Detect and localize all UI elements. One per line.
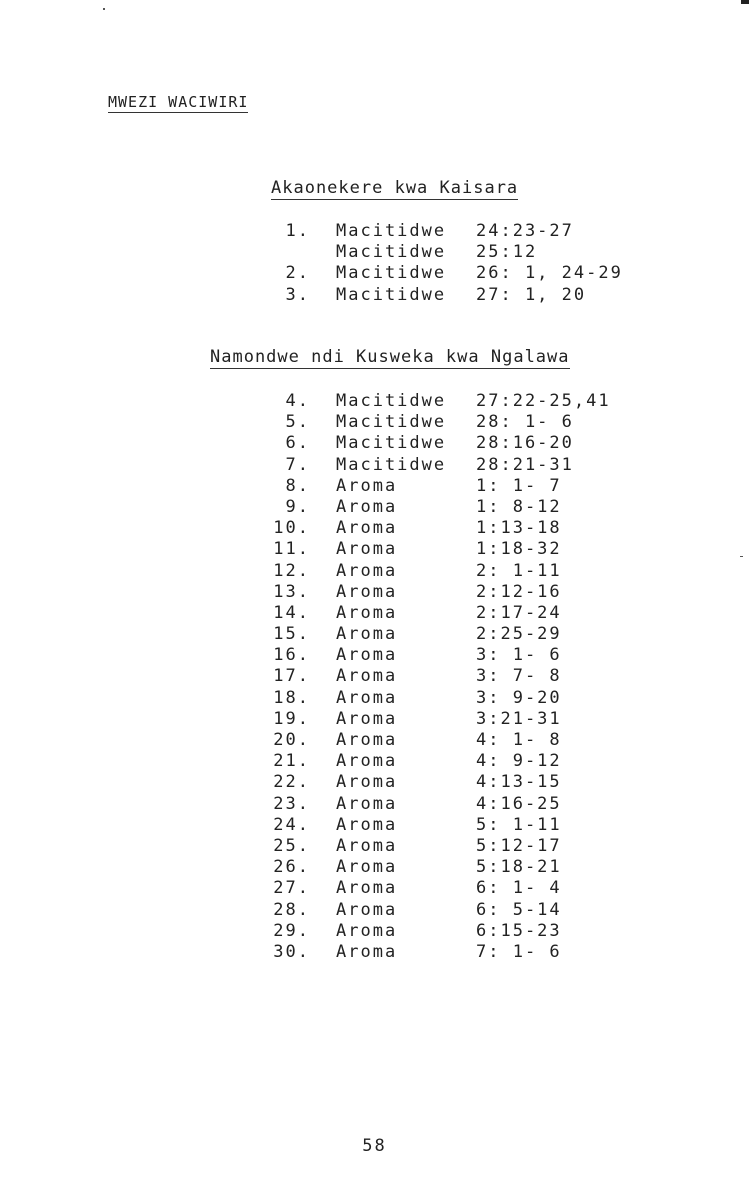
reading-number: 17. [273, 666, 310, 687]
reading-row [0, 645, 749, 666]
reading-book: Macitidwe [336, 242, 447, 263]
reading-reference: 3:21-31 [476, 708, 562, 729]
reading-reference: 1: 8-12 [476, 496, 562, 517]
reading-number: 19. [273, 708, 310, 729]
reading-row [0, 794, 749, 815]
reading-book: Macitidwe [336, 433, 447, 454]
reading-reference: 27:22-25,41 [476, 391, 611, 411]
reading-reference: 5:12-17 [476, 835, 562, 856]
reading-number: 13. [273, 581, 310, 602]
reading-number: 3. [285, 284, 310, 305]
section-title-kaisara: Akaonekere kwa Kaisara [271, 178, 519, 198]
reading-number: 6. [285, 433, 310, 454]
reading-book: Aroma [336, 793, 398, 814]
reading-number: 22. [273, 772, 310, 793]
reading-row [0, 391, 749, 412]
reading-row [0, 815, 749, 836]
reading-book: Aroma [336, 539, 398, 560]
reading-book: Aroma [336, 518, 398, 539]
reading-reference: 3: 7- 8 [476, 666, 562, 687]
reading-row [0, 285, 749, 306]
reading-book: Aroma [336, 899, 398, 920]
reading-number: 15. [273, 624, 310, 645]
reading-number: 8. [285, 475, 310, 496]
reading-row [0, 878, 749, 899]
reading-book: Macitidwe [336, 221, 447, 241]
reading-row [0, 921, 749, 942]
reading-row [0, 582, 749, 603]
reading-row [0, 751, 749, 772]
reading-reference: 3: 1- 6 [476, 645, 562, 666]
reading-reference: 4:16-25 [476, 793, 562, 814]
reading-reference: 1: 1- 7 [476, 475, 562, 496]
reading-number: 27. [273, 878, 310, 899]
reading-number: 2. [285, 263, 310, 284]
reading-book: Aroma [336, 475, 398, 496]
reading-book: Aroma [336, 624, 398, 645]
reading-number: 24. [273, 814, 310, 835]
reading-row [0, 412, 749, 433]
reading-reference: 6: 1- 4 [476, 878, 562, 899]
reading-reference: 28:21-31 [476, 454, 574, 475]
reading-number: 11. [273, 539, 310, 560]
reading-row [0, 242, 749, 263]
reading-number: 16. [273, 645, 310, 666]
reading-book: Macitidwe [336, 284, 447, 305]
scan-mark-top-right [741, 0, 749, 4]
reading-book: Aroma [336, 602, 398, 623]
reading-number: 5. [285, 412, 310, 433]
reading-book: Aroma [336, 835, 398, 856]
reading-book: Macitidwe [336, 391, 447, 411]
reading-book: Aroma [336, 708, 398, 729]
reading-reference: 6: 5-14 [476, 899, 562, 920]
reading-book: Aroma [336, 730, 398, 750]
reading-number: 10. [273, 518, 310, 539]
section-title-ngalawa: Namondwe ndi Kusweka kwa Ngalawa [210, 347, 570, 367]
reading-row [0, 497, 749, 518]
reading-row [0, 688, 749, 709]
scan-speck-top-left [103, 8, 105, 10]
reading-book: Aroma [336, 920, 398, 941]
reading-reference: 2:12-16 [476, 581, 562, 602]
reading-number: 7. [285, 454, 310, 475]
reading-row [0, 624, 749, 645]
reading-book: Aroma [336, 666, 398, 687]
reading-number: 28. [273, 899, 310, 920]
reading-book: Aroma [336, 581, 398, 602]
reading-number: 9. [285, 496, 310, 517]
reading-book: Aroma [336, 687, 398, 708]
reading-book: Aroma [336, 496, 398, 517]
reading-number: 14. [273, 602, 310, 623]
reading-number: 1. [285, 221, 310, 241]
reading-book: Aroma [336, 751, 398, 772]
reading-reference: 6:15-23 [476, 920, 562, 941]
reading-number: 12. [273, 560, 310, 581]
reading-book: Macitidwe [336, 263, 447, 284]
reading-row [0, 455, 749, 476]
reading-number: 21. [273, 751, 310, 772]
reading-book: Macitidwe [336, 412, 447, 433]
reading-row [0, 263, 749, 284]
reading-reference: 28: 1- 6 [476, 412, 574, 433]
reading-book: Aroma [336, 857, 398, 878]
reading-reference: 7: 1- 6 [476, 941, 562, 962]
reading-book: Aroma [336, 645, 398, 666]
reading-list-ngalawa [0, 391, 749, 963]
reading-reference: 4:13-15 [476, 772, 562, 793]
reading-reference: 3: 9-20 [476, 687, 562, 708]
reading-number: 30. [273, 941, 310, 962]
reading-reference: 5:18-21 [476, 857, 562, 878]
reading-book: Macitidwe [336, 454, 447, 475]
reading-row [0, 730, 749, 751]
reading-reference: 2:17-24 [476, 602, 562, 623]
reading-row [0, 518, 749, 539]
reading-reference: 2: 1-11 [476, 560, 562, 581]
page-number: 58 [362, 1136, 387, 1156]
reading-row [0, 709, 749, 730]
month-title: MWEZI WACIWIRI [108, 93, 249, 111]
reading-row [0, 539, 749, 560]
reading-row [0, 942, 749, 963]
reading-row [0, 476, 749, 497]
reading-book: Aroma [336, 772, 398, 793]
reading-row [0, 857, 749, 878]
reading-row [0, 221, 749, 242]
reading-row [0, 772, 749, 793]
reading-book: Aroma [336, 814, 398, 835]
reading-reference: 4: 1- 8 [476, 730, 562, 750]
reading-reference: 26: 1, 24-29 [476, 263, 623, 284]
reading-row [0, 603, 749, 624]
reading-number: 4. [285, 391, 310, 411]
reading-reference: 24:23-27 [476, 221, 574, 241]
reading-reference: 28:16-20 [476, 433, 574, 454]
reading-number: 25. [273, 835, 310, 856]
reading-number: 29. [273, 920, 310, 941]
reading-number: 26. [273, 857, 310, 878]
reading-reference: 4: 9-12 [476, 751, 562, 772]
reading-row [0, 900, 749, 921]
reading-reference: 5: 1-11 [476, 814, 562, 835]
reading-book: Aroma [336, 560, 398, 581]
reading-reference: 1:18-32 [476, 539, 562, 560]
reading-book: Aroma [336, 878, 398, 899]
reading-row [0, 666, 749, 687]
reading-number: 20. [273, 730, 310, 750]
reading-reference: 25:12 [476, 242, 538, 263]
reading-number: 18. [273, 687, 310, 708]
reading-row [0, 561, 749, 582]
reading-reference: 1:13-18 [476, 518, 562, 539]
reading-book: Aroma [336, 941, 398, 962]
reading-row [0, 836, 749, 857]
reading-list-kaisara [0, 221, 749, 306]
reading-reference: 2:25-29 [476, 624, 562, 645]
reading-reference: 27: 1, 20 [476, 284, 587, 305]
reading-number: 23. [273, 793, 310, 814]
reading-row [0, 433, 749, 454]
